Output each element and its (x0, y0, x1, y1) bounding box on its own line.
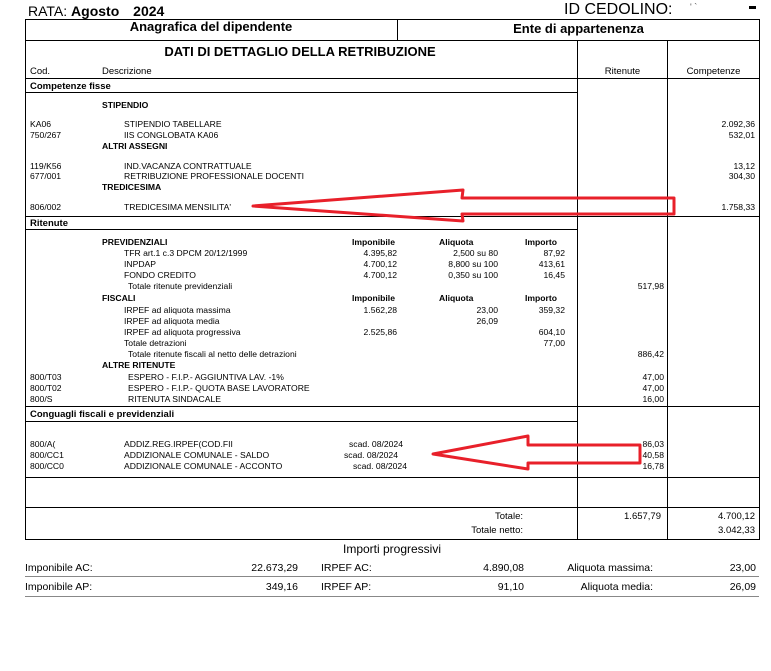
stipendio-title: STIPENDIO (102, 100, 149, 110)
row-ritenute: 47,00 (642, 372, 664, 382)
aliquota-massima-value: 23,00 (729, 562, 756, 574)
arrow-conguagli-annotation (433, 436, 640, 469)
row-desc: TFR art.1 c.3 DPCM 20/12/1999 (124, 248, 248, 258)
col-header-cod: Cod. (30, 66, 51, 77)
row-cod: 806/002 (30, 202, 62, 212)
row-ritenute: 47,00 (642, 383, 664, 393)
imponibile-ac-value: 22.673,29 (251, 562, 298, 574)
row-competenze: 532,01 (728, 130, 755, 140)
row-aliquota: 0,350 su 100 (448, 270, 498, 280)
imponibile-ap-label: Imponibile AP: (25, 581, 93, 593)
row-cod: 800/CC0 (30, 461, 64, 471)
row-aliquota: 2,500 su 80 (453, 248, 498, 258)
row-competenze: 13,12 (733, 161, 755, 171)
row-cod: 677/001 (30, 171, 62, 181)
row-cod: 800/T02 (30, 383, 62, 393)
aliquota-media-label: Aliquota media: (580, 581, 653, 593)
row-competenze: 304,30 (728, 171, 755, 181)
totale-fiscali-value: 886,42 (637, 349, 664, 359)
totale-netto-value: 3.042,33 (718, 525, 755, 536)
row-desc: IND.VACANZA CONTRATTUALE (124, 161, 252, 171)
row-cod: 800/T03 (30, 372, 62, 382)
row-ritenute: 40,58 (642, 450, 664, 460)
totale-competenze: 4.700,12 (718, 511, 755, 522)
row-cod: 800/CC1 (30, 450, 64, 460)
row-imponibile: 2.525,86 (363, 327, 397, 337)
row-desc: TREDICESIMA MENSILITA' (124, 202, 232, 212)
row-scad: scad. 08/2024 (353, 461, 407, 471)
row-aliquota: 26,09 (476, 316, 498, 326)
row-scad: scad. 08/2024 (349, 439, 403, 449)
irpef-ac-label: IRPEF AC: (321, 562, 372, 574)
arrow-tredicesima-annotation (253, 190, 674, 221)
row-desc: IIS CONGLOBATA KA06 (124, 130, 219, 140)
id-cedolino-value: ' ` (690, 2, 698, 12)
rata-year: 2024 (133, 3, 165, 19)
header-aliquota: Aliquota (439, 293, 474, 303)
row-importo: 16,45 (543, 270, 565, 280)
row-desc: ADDIZIONALE COMUNALE - SALDO (124, 450, 270, 460)
row-aliquota: 23,00 (476, 305, 498, 315)
aliquota-massima-label: Aliquota massima: (567, 562, 653, 574)
row-importo: 604,10 (538, 327, 565, 337)
row-imponibile: 1.562,28 (363, 305, 397, 315)
row-desc: STIPENDIO TABELLARE (124, 119, 222, 129)
row-ritenute: 86,03 (642, 439, 664, 449)
row-imponibile: 4.700,12 (363, 259, 397, 269)
totale-label: Totale: (495, 511, 523, 522)
header-aliquota: Aliquota (439, 237, 474, 247)
totale-detrazioni-label: Totale detrazioni (124, 338, 187, 348)
row-ritenute: 16,78 (642, 461, 664, 471)
aliquota-media-value: 26,09 (729, 581, 756, 593)
row-cod: 800/S (30, 394, 53, 404)
totale-previdenziali-value: 517,98 (637, 281, 664, 291)
competenze-fisse-title: Competenze fisse (30, 81, 111, 92)
row-scad: scad. 08/2024 (344, 450, 398, 460)
totale-ritenute: 1.657,79 (624, 511, 661, 522)
previdenziali-title: PREVIDENZIALI (102, 237, 168, 247)
rata-month: Agosto (71, 3, 120, 19)
ente-title: Ente di appartenenza (513, 21, 644, 36)
header-importo: Importo (525, 237, 557, 247)
row-desc: INPDAP (124, 259, 156, 269)
col-header-competenze: Competenze (686, 66, 741, 77)
row-desc: IRPEF ad aliquota media (124, 316, 220, 326)
totale-netto-label: Totale netto: (471, 525, 523, 536)
col-header-desc: Descrizione (102, 66, 152, 77)
header-imponibile: Imponibile (352, 293, 395, 303)
id-cedolino-label: ID CEDOLINO: (564, 1, 673, 18)
row-importo: 359,32 (538, 305, 565, 315)
row-cod: 119/K56 (30, 161, 62, 171)
anagrafica-title: Anagrafica del dipendente (129, 19, 293, 34)
altre-ritenute-title: ALTRE RITENUTE (102, 360, 176, 370)
altri-assegni-title: ALTRI ASSEGNI (102, 141, 168, 151)
totale-detrazioni-value: 77,00 (543, 338, 565, 348)
row-competenze: 2.092,36 (721, 119, 755, 129)
row-aliquota: 8,800 su 100 (448, 259, 498, 269)
row-desc: FONDO CREDITO (124, 270, 196, 280)
progressivi-title: Importi progressivi (342, 542, 442, 556)
conguagli-title: Conguagli fiscali e previdenziali (30, 409, 175, 420)
row-imponibile: 4.700,12 (363, 270, 397, 280)
row-ritenute: 16,00 (642, 394, 664, 404)
tredicesima-title: TREDICESIMA (102, 182, 162, 192)
row-importo: 413,61 (538, 259, 565, 269)
row-desc: RETRIBUZIONE PROFESSIONALE DOCENTI (124, 171, 305, 181)
row-desc: RITENUTA SINDACALE (128, 394, 221, 404)
rata-label: RATA: (28, 3, 68, 19)
row-cod: KA06 (30, 119, 52, 129)
row-desc: ADDIZIONALE COMUNALE - ACCONTO (124, 461, 283, 471)
row-desc: IRPEF ad aliquota massima (124, 305, 231, 315)
row-imponibile: 4.395,82 (363, 248, 397, 258)
row-competenze: 1.758,33 (721, 202, 755, 212)
irpef-ac-value: 4.890,08 (483, 562, 524, 574)
fiscali-title: FISCALI (102, 293, 136, 303)
ritenute-title: Ritenute (30, 218, 68, 229)
section-title: DATI DI DETTAGLIO DELLA RETRIBUZIONE (164, 44, 436, 59)
header-imponibile: Imponibile (352, 237, 395, 247)
row-importo: 87,92 (543, 248, 565, 258)
imponibile-ac-label: Imponibile AC: (25, 562, 93, 574)
row-cod: 800/A( (30, 439, 56, 449)
row-desc: ESPERO - F.I.P.- AGGIUNTIVA LAV. -1% (128, 372, 284, 382)
imponibile-ap-value: 349,16 (265, 581, 298, 593)
header-importo: Importo (525, 293, 557, 303)
row-cod: 750/267 (30, 130, 62, 140)
irpef-ap-label: IRPEF AP: (321, 581, 372, 593)
totale-fiscali-label: Totale ritenute fiscali al netto delle detrazioni (128, 349, 297, 359)
irpef-ap-value: 91,10 (497, 581, 524, 593)
col-header-ritenute: Ritenute (604, 66, 641, 77)
totale-previdenziali-label: Totale ritenute previdenziali (128, 281, 233, 291)
row-desc: ESPERO - F.I.P.- QUOTA BASE LAVORATORE (128, 383, 310, 393)
row-desc: ADDIZ.REG.IRPEF(COD.FII (124, 439, 233, 449)
row-desc: IRPEF ad aliquota progressiva (124, 327, 241, 337)
